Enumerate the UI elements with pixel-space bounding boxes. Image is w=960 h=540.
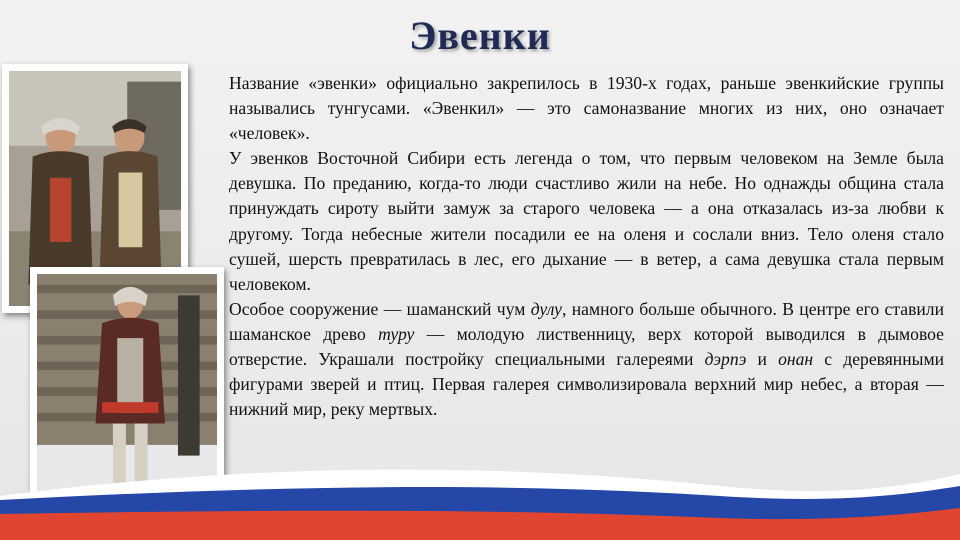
text-segment: , намного больше обычного. В центре его ставили шаманское древо [229, 298, 944, 344]
italic-term: туру [378, 323, 415, 344]
text-segment: — молодую лиственницу, верх которой выводился в дымовое отверстие. Украшали постройку специальными галереями [229, 323, 944, 370]
text-segment: и [746, 349, 779, 370]
italic-term: дулу [530, 298, 562, 319]
body-paragraph [229, 71, 944, 146]
text-segment: с деревянными фигурами зверей и птиц. Первая галерея символизировала верхний мир небес, а вторая — нижний мир, реку мертвых. [229, 349, 944, 420]
text-segment: Особое сооружение — шаманский чум [229, 298, 531, 319]
text-segment: Название «эвенки» официально закрепилось в 1930-х годах, раньше эвенкийские группы назывались тунгусами. «Эвенкил» — это самоназвание многих из них, оно означает «человек». [229, 73, 944, 144]
italic-term: дэрпэ [704, 349, 747, 370]
text-segment: У эвенков Восточной Сибири есть легенда о том, что первым человеком на Земле была девушка. По преданию, когда-то люди счастливо жили на небе. Но однажды община стала принуждать сироту выйти замуж за старого человека — а она отказалась из-за любви к другому. Тогда небесные жители посадили ее на оленя и сослали вниз. Тело оленя стало сушей, шерсть превратилась в лес, его дыхание — в ветер, а сама девушка стала первым человеком. [229, 148, 944, 294]
italic-term: онан [778, 349, 814, 370]
body-text [229, 71, 944, 422]
body-paragraph [229, 297, 944, 422]
tricolor-wave-decoration [0, 430, 960, 540]
body-paragraph [229, 146, 944, 297]
slide-title: Эвенки [409, 13, 551, 58]
